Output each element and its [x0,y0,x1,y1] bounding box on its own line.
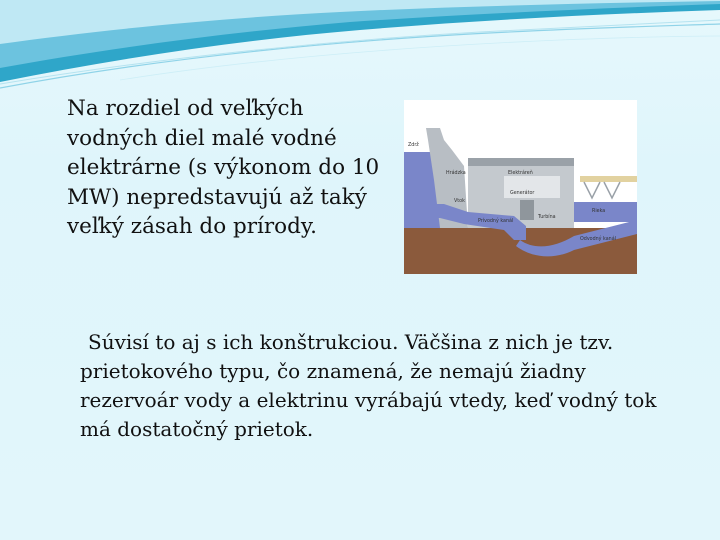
hydro-plant-svg [404,100,637,274]
detail-paragraph: Súvisí to aj s ich konštrukciou. Väčšina z nich je tzv. prietokového typu, čo znamená, že nemajú žiadny rezervoár vody a elektrinu vyrábajú vtedy, keď vodný tok má dostatočný prietok. [80,330,657,441]
label-dam: Hrádzka [446,171,466,176]
intro-paragraph: Na rozdiel od veľkých vodných diel malé vodné elektrárne (s výkonom do 10 MW) nepredstavujú až taký veľký zásah do prírody. [67,96,380,239]
label-outflow: Odvodný kanál [580,237,616,242]
label-turbine: Turbína [538,215,556,220]
label-intake: Vtok [454,199,465,204]
label-river: Rieka [592,209,606,214]
bridge-truss [584,182,620,198]
header-wave-decoration [0,0,720,90]
river-water [574,202,637,222]
generator-unit [520,200,534,220]
label-penstock: Prívodný kanál [478,219,514,224]
label-powerhouse: Elektráreň [508,171,533,176]
bridge-deck [580,176,637,182]
powerhouse-roof [468,158,574,166]
hydro-plant-diagram [404,100,637,274]
label-reservoir: Zdrž [408,143,419,148]
label-generator: Generátor [510,191,535,196]
